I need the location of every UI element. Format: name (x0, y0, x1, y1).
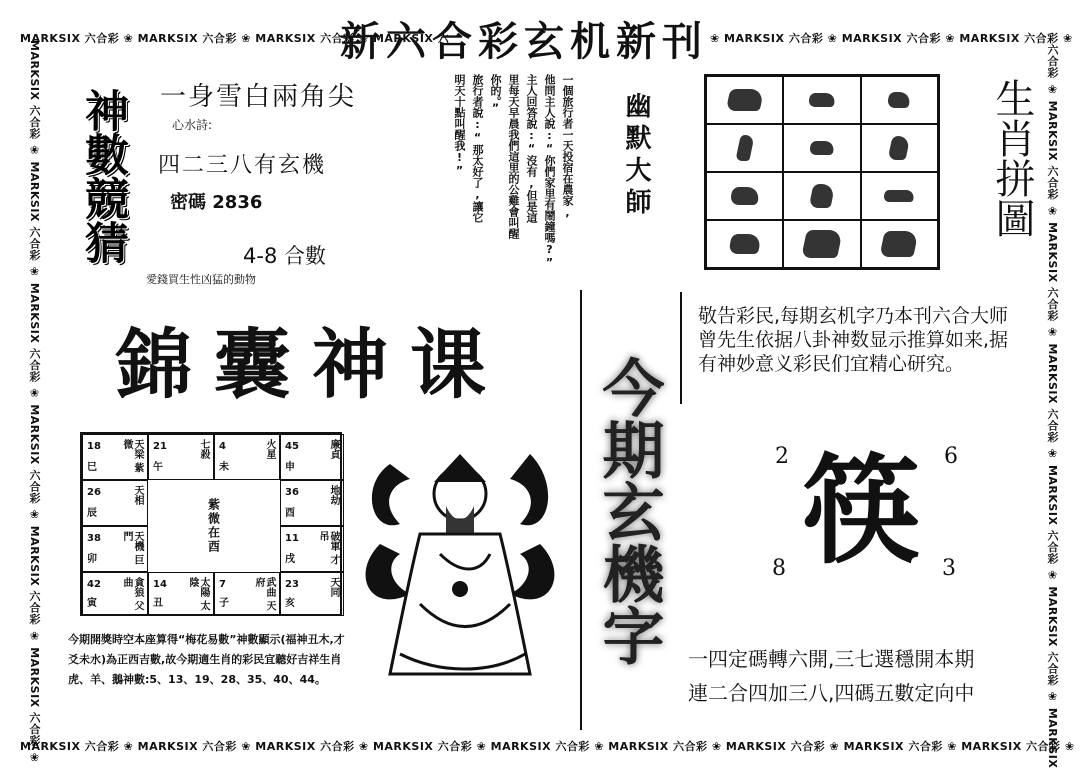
border-bottom-text: MARKSIX 六合彩 ❀ MARKSIX 六合彩 ❀ MARKSIX 六合彩 ❀ MARKSIX 六合彩 ❀ MARKSIX 六合彩 ❀ MARKSIX 六合彩 ❀ MARKSIX 六合彩 ❀ MARKSIX 六合彩 ❀ MARKSIX 六合彩 ❀ (20, 740, 1075, 753)
prediction-paragraph: 今期開獎時空本座算得“梅花易數”神數顯示(福神丑木,才爻未水)為正西吉數,故今期適生肖的彩民宜聽好吉祥生肖虎、羊、鵝神數:5、13、19、28、35、40、44。 (68, 633, 345, 686)
chart-center-text: 紫微在酉 (206, 498, 221, 554)
puzzle-cell (706, 124, 783, 172)
cell-number: 23 (285, 579, 299, 590)
cell-branch: 酉 (285, 508, 295, 519)
verse-line: 連二合四加三八,四碼五數定向中 (688, 681, 975, 705)
puzzle-title: 生肖拼圖 (989, 78, 1035, 238)
puzzle-cell (783, 124, 860, 172)
poem-label: 心水詩: (172, 118, 213, 132)
chart-cell (148, 434, 214, 480)
chart-center (148, 480, 280, 572)
cell-number: 36 (285, 487, 299, 498)
cell-branch: 未 (219, 462, 229, 473)
password-text: 密碼 2836 (170, 192, 263, 213)
zodiac-puzzle-grid (704, 74, 940, 270)
puzzle-fragment (735, 135, 755, 161)
puzzle-cell (783, 172, 860, 220)
joke-column: 他問主人說:“你們家里有鬧鐘嗎?” (543, 74, 556, 269)
cell-branch: 辰 (87, 508, 97, 519)
joke-column: 你的。” (489, 74, 502, 115)
chart-cell (214, 572, 280, 616)
chart-cell (280, 572, 344, 616)
cell-branch: 寅 (87, 598, 97, 609)
cell-number: 38 (87, 533, 101, 544)
chart-cell (280, 434, 344, 480)
chart-cell (82, 572, 148, 616)
cell-branch: 丑 (153, 598, 163, 609)
joke-column: 里每天早晨我們這里的公雞會叫醒 (507, 74, 520, 239)
cell-number: 11 (285, 533, 299, 544)
joke-column: 一個旅行者一天投宿在農家, (561, 74, 574, 219)
puzzle-fragment (887, 92, 912, 108)
border-right-text: 六合彩 ❀ MARKSIX 六合彩 ❀ MARKSIX 六合彩 ❀ MARKSIX 六合彩 ❀ MARKSIX 六合彩 ❀ MARKSIX 六合彩 ❀ MARKSIX (1046, 44, 1059, 769)
border-top-left-text: MARKSIX 六合彩 ❀ MARKSIX 六合彩 ❀ MARKSIX 六合彩 ❀ MARKSIX 六 (20, 32, 450, 45)
verse-line: 一四定碼轉六開,三七選穩開本期 (688, 647, 975, 671)
puzzle-fragment (725, 89, 764, 111)
puzzle-cell (783, 220, 860, 268)
cell-branch: 午 (153, 462, 163, 473)
cell-stars: 太陽 太陰 (187, 577, 209, 611)
cell-stars: 七殺 (198, 439, 209, 459)
puzzle-cell (861, 172, 938, 220)
joke-column: 主人回答說:“沒有,但是這 (525, 74, 538, 223)
mystery-number: 8 (772, 556, 786, 581)
puzzle-fragment (808, 141, 835, 155)
cell-number: 18 (87, 441, 101, 452)
puzzle-fragment (729, 187, 761, 205)
puzzle-fragment (807, 93, 836, 107)
cell-number: 4 (219, 441, 226, 452)
joke-column: 旅行者說:“那太好了,讓它 (471, 74, 484, 223)
humor-title: 幽默大師 (621, 92, 651, 220)
mystery-character: 筷 (802, 441, 921, 580)
notice-text: 敬告彩民,每期玄机字乃本刊六合大师曾先生依据八卦神数显示推算如来,据有神妙意义彩民们宜精心研究。 (698, 305, 1009, 375)
hint-text: 愛錢買生性凶猛的動物 (146, 273, 256, 286)
cell-number: 45 (285, 441, 299, 452)
astro-chart (80, 432, 342, 616)
shenshu-title: 神數競猜 (77, 88, 128, 264)
cell-branch: 申 (285, 462, 295, 473)
puzzle-fragment (728, 234, 762, 254)
chart-cell (148, 572, 214, 616)
cell-branch: 戌 (285, 554, 295, 565)
cell-stars: 天相 (132, 485, 143, 505)
cell-number: 14 (153, 579, 167, 590)
page-title: 新六合彩玄机新刊 (340, 18, 708, 65)
jinqi-title: 今期玄機字 (592, 356, 665, 666)
cell-number: 7 (219, 579, 226, 590)
cell-stars: 武曲 天府 (253, 577, 275, 611)
puzzle-fragment (808, 184, 835, 208)
chart-cell (214, 434, 280, 480)
divider-vertical (580, 290, 582, 730)
jinnang-title: 錦囊神课 (116, 320, 508, 409)
puzzle-fragment (880, 231, 920, 257)
cell-stars: 廉貞 (328, 439, 339, 459)
puzzle-fragment (883, 190, 916, 202)
chart-cell (82, 526, 148, 572)
puzzle-fragment (801, 230, 843, 258)
mystery-number: 6 (944, 444, 958, 469)
chart-cell (280, 480, 344, 526)
chart-cell (82, 434, 148, 480)
cell-number: 26 (87, 487, 101, 498)
joke-text (450, 74, 576, 284)
riddle-main-text: 一身雪白兩角尖 (160, 82, 357, 112)
cell-stars: 破軍 才吊 (317, 531, 339, 565)
cell-stars: 火星 (264, 439, 275, 459)
puzzle-cell (861, 76, 938, 124)
poem-line: 四二三八有玄機 (158, 153, 327, 178)
chart-cell (82, 480, 148, 526)
cell-number: 21 (153, 441, 167, 452)
mystery-number: 3 (942, 556, 956, 581)
puzzle-fragment (888, 136, 911, 160)
joke-column: 明天十點叫醒我!” (453, 74, 466, 177)
cell-stars: 天梁 紫微 (121, 439, 143, 473)
cell-stars: 天同 (328, 577, 339, 597)
puzzle-cell (861, 220, 938, 268)
chart-cell (280, 526, 344, 572)
deity-illustration (350, 424, 570, 694)
puzzle-cell (783, 76, 860, 124)
mystery-number: 2 (775, 444, 789, 469)
verse-block (688, 642, 974, 710)
puzzle-cell (861, 124, 938, 172)
puzzle-cell (706, 76, 783, 124)
puzzle-cell (706, 220, 783, 268)
divider-vertical-short (680, 292, 682, 404)
cell-branch: 子 (219, 598, 229, 609)
cell-stars: 地劫 (328, 485, 339, 505)
cell-number: 42 (87, 579, 101, 590)
border-left-text: MARKSIX 六合彩 ❀ MARKSIX 六合彩 ❀ MARKSIX 六合彩 ❀ MARKSIX 六合彩 ❀ MARKSIX 六合彩 ❀ MARKSIX 六合彩 ❀ (28, 40, 41, 765)
border-top-right-text: ❀ MARKSIX 六合彩 ❀ MARKSIX 六合彩 ❀ MARKSIX 六合彩 ❀ (710, 32, 1073, 45)
puzzle-cell (706, 172, 783, 220)
cell-stars: 天機 巨門 (121, 531, 143, 565)
cell-stars: 貪狼 父曲 (121, 577, 143, 611)
cell-branch: 卯 (87, 554, 97, 565)
heshu-text: 4-8 合數 (243, 244, 326, 268)
cell-branch: 亥 (285, 598, 295, 609)
cell-branch: 巳 (87, 462, 97, 473)
